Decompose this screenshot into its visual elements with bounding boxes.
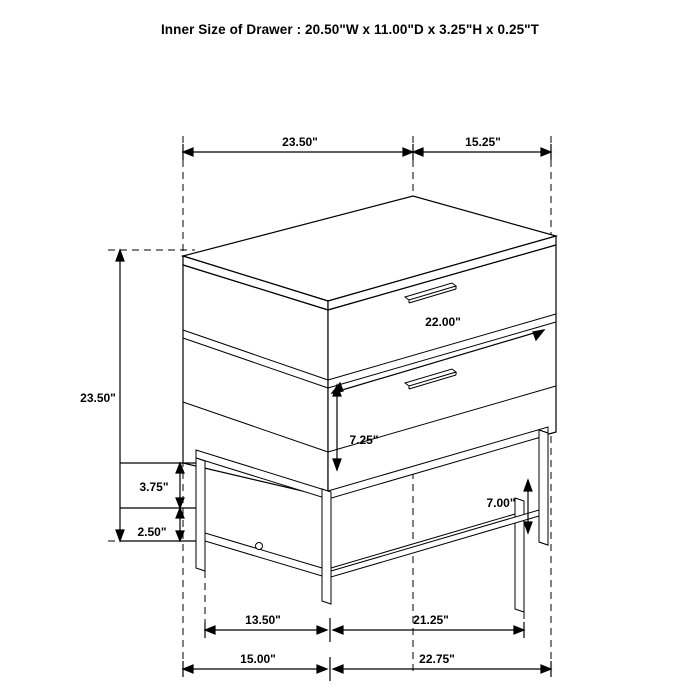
foot-width-dimension-chain bbox=[183, 657, 551, 681]
dim-label-foot-front-width: 15.00" bbox=[240, 652, 276, 666]
nightstand-case bbox=[183, 196, 556, 497]
overall-height-dimension bbox=[116, 250, 124, 541]
dim-label-top-width-front: 23.50" bbox=[282, 135, 318, 149]
base-width-dimension-chain bbox=[205, 571, 524, 642]
dim-label-foot-side-width: 22.75" bbox=[419, 652, 455, 666]
dim-label-leg-height: 2.50" bbox=[137, 525, 167, 539]
dim-label-overall-height: 23.50" bbox=[80, 391, 116, 405]
side-base-depth-dimension bbox=[524, 480, 532, 533]
dim-label-base-rail-height: 3.75" bbox=[139, 480, 169, 494]
dim-label-base-front-width: 13.50" bbox=[245, 613, 281, 627]
dim-label-drawer-stack-height: 7.25" bbox=[349, 433, 379, 447]
dim-label-base-side-width: 21.25" bbox=[413, 613, 449, 627]
dim-label-drawer-inner-width: 22.00" bbox=[425, 315, 461, 329]
dim-label-side-base-depth: 7.00" bbox=[486, 496, 516, 510]
dim-label-top-depth: 15.25" bbox=[465, 135, 501, 149]
page-title: Inner Size of Drawer : 20.50"W x 11.00"D x 3.25"H x 0.25"T bbox=[160, 22, 540, 37]
